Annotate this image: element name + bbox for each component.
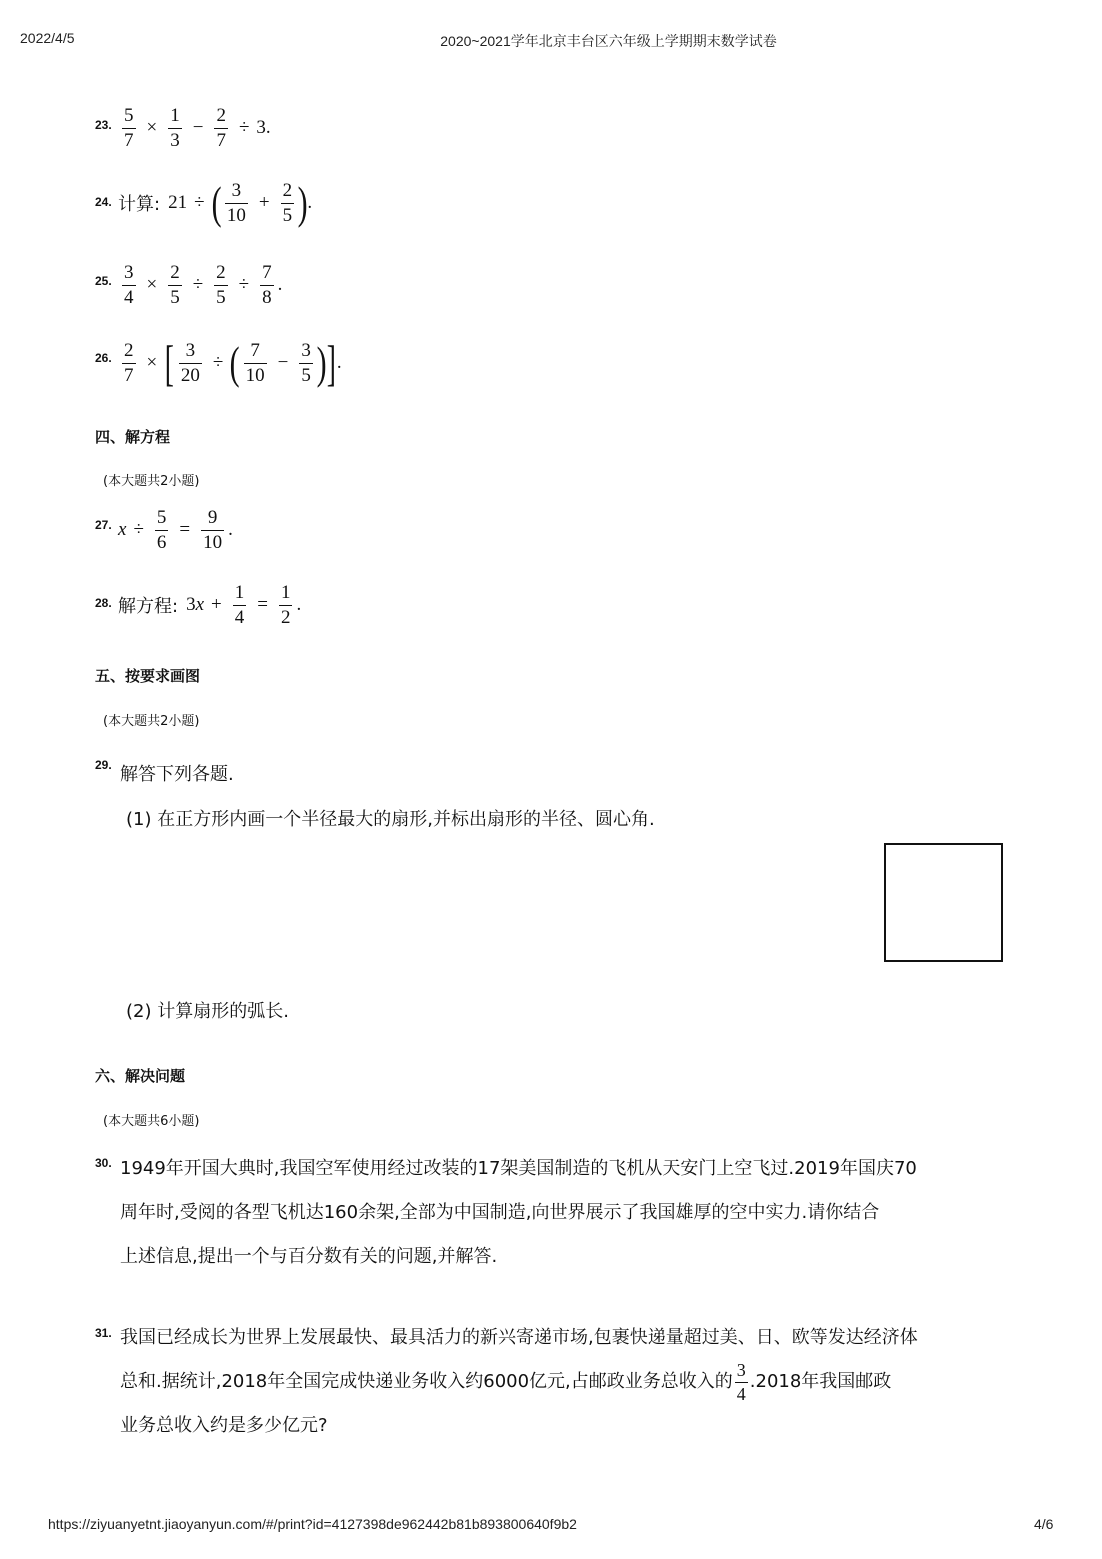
numerator: 3 xyxy=(185,339,196,361)
section-note-4: (本大题共2小题) xyxy=(103,474,200,489)
denominator: 20 xyxy=(180,364,200,386)
denominator: 10 xyxy=(226,204,246,226)
plus-sign: + xyxy=(258,192,270,213)
fraction xyxy=(225,181,248,226)
denominator: 2 xyxy=(280,606,291,628)
plus-sign: + xyxy=(211,594,222,616)
text-segment: .2018年我国邮政 xyxy=(749,1371,892,1392)
drawing-square xyxy=(884,843,1003,962)
text-line: 周年时,受阅的各型飞机达160余架,全部为中国制造,向世界展示了我国雄厚的空中实力.请你结合 xyxy=(120,1202,880,1223)
print-date: 2022/4/5 xyxy=(20,30,75,46)
question-30-text xyxy=(120,1147,1020,1279)
question-number-28: 28. xyxy=(95,596,112,610)
question-27-expression xyxy=(118,508,233,553)
right-parenthesis: ) xyxy=(297,177,308,228)
section-note-6: (本大题共6小题) xyxy=(103,1114,200,1129)
numerator: 7 xyxy=(250,339,260,361)
document-title: 2020~2021学年北京丰台区六年级上学期期末数学试卷 xyxy=(440,33,777,49)
numerator: 2 xyxy=(216,105,226,126)
denominator: 5 xyxy=(282,204,293,226)
period: . xyxy=(228,519,233,541)
numerator: 3 xyxy=(124,262,134,283)
question-31-text xyxy=(120,1316,1020,1448)
period: . xyxy=(336,352,342,373)
fraction xyxy=(179,341,202,386)
question-prefix: 解方程: xyxy=(118,596,179,618)
denominator: 5 xyxy=(170,286,180,308)
minus-sign: − xyxy=(192,117,204,139)
question-number-25: 25. xyxy=(95,274,112,288)
fraction xyxy=(214,263,228,308)
fraction xyxy=(201,508,224,553)
denominator: 4 xyxy=(234,606,245,628)
left-parenthesis: ( xyxy=(229,337,240,388)
period: . xyxy=(307,192,313,213)
fraction xyxy=(122,341,136,386)
numerator: 1 xyxy=(280,582,291,603)
left-parenthesis: ( xyxy=(211,177,222,228)
numerator: 2 xyxy=(170,262,180,283)
denominator: 7 xyxy=(124,364,134,386)
denominator: 4 xyxy=(124,286,134,308)
left-bracket: [ xyxy=(164,335,175,391)
numerator: 9 xyxy=(207,507,218,528)
fraction xyxy=(214,106,228,151)
denominator: 5 xyxy=(216,286,226,308)
variable: x xyxy=(195,594,205,616)
section-title-5: 五、按要求画图 xyxy=(95,667,201,685)
expression-tail: 3. xyxy=(256,117,271,139)
question-number-24: 24. xyxy=(95,195,112,209)
times-sign: × xyxy=(146,352,158,373)
text-segment: 总和.据统计,2018年全国完成快递业务收入约6000亿元,占邮政业务总收入的 xyxy=(120,1371,733,1392)
section-note-5: (本大题共2小题) xyxy=(103,714,200,729)
divide-sign: ÷ xyxy=(212,352,224,373)
question-number-31: 31. xyxy=(95,1326,112,1340)
dividend: 21 xyxy=(168,192,188,213)
numerator: 3 xyxy=(736,1359,746,1380)
denominator: 10 xyxy=(203,531,223,553)
denominator: 6 xyxy=(156,531,167,553)
divide-sign: ÷ xyxy=(238,274,250,296)
numerator: 3 xyxy=(231,179,242,201)
denominator: 4 xyxy=(736,1383,746,1404)
fraction xyxy=(279,583,293,628)
text-line: 我国已经成长为世界上发展最快、最具活力的新兴寄递市场,包裹快递量超过美、日、欧等发达经济体 xyxy=(120,1327,918,1348)
denominator: 10 xyxy=(245,364,265,386)
fraction xyxy=(244,341,267,386)
equals-sign: = xyxy=(179,519,191,541)
question-25-expression xyxy=(118,263,282,308)
numerator: 2 xyxy=(282,179,293,201)
question-26-expression xyxy=(118,335,342,391)
question-number-23: 23. xyxy=(95,118,112,132)
section-title-4: 四、解方程 xyxy=(95,428,171,446)
denominator: 5 xyxy=(301,364,311,386)
text-line: 上述信息,提出一个与百分数有关的问题,并解答. xyxy=(120,1246,498,1267)
numerator: 1 xyxy=(234,582,245,603)
divide-sign: ÷ xyxy=(133,519,144,541)
denominator: 7 xyxy=(216,129,226,151)
question-29-part-2: (2) 计算扇形的弧长. xyxy=(126,1001,289,1022)
period: . xyxy=(296,594,302,616)
page-number: 4/6 xyxy=(1034,1516,1054,1532)
minus-sign: − xyxy=(277,352,289,373)
divide-sign: ÷ xyxy=(194,192,205,213)
period: . xyxy=(277,274,283,296)
times-sign: × xyxy=(146,274,158,296)
denominator: 8 xyxy=(262,286,272,308)
question-23-expression xyxy=(118,106,271,151)
divide-sign: ÷ xyxy=(192,274,204,296)
fraction xyxy=(122,106,136,151)
numerator: 5 xyxy=(156,507,167,528)
footer-url: https://ziyuanyetnt.jiaoyanyun.com/#/print?id=4127398de962442b81b893800640f9b2 xyxy=(48,1516,577,1532)
fraction xyxy=(735,1361,748,1404)
denominator: 3 xyxy=(170,129,180,151)
question-29-part-1: (1) 在正方形内画一个半径最大的扇形,并标出扇形的半径、圆心角. xyxy=(126,809,655,830)
text-line: 1949年开国大典时,我国空军使用经过改装的17架美国制造的飞机从天安门上空飞过.2019年国庆70 xyxy=(120,1158,917,1179)
numerator: 2 xyxy=(216,262,226,283)
right-parenthesis: ) xyxy=(316,337,327,388)
fraction xyxy=(168,106,182,151)
denominator: 7 xyxy=(124,129,134,151)
times-sign: × xyxy=(146,117,158,139)
section-title-6: 六、解决问题 xyxy=(95,1067,186,1085)
fraction xyxy=(260,263,274,308)
question-prefix: 计算: xyxy=(118,194,161,215)
coefficient: 3 xyxy=(186,594,196,616)
question-24-expression xyxy=(118,177,313,228)
text-line xyxy=(120,1360,1020,1404)
variable: x xyxy=(118,519,127,541)
question-number-27: 27. xyxy=(95,518,112,532)
fraction xyxy=(233,583,247,628)
text-line: 业务总收入约是多少亿元? xyxy=(120,1415,328,1436)
question-number-26: 26. xyxy=(95,351,112,365)
fraction xyxy=(281,181,295,226)
question-number-29: 29. xyxy=(95,758,112,772)
question-28-expression xyxy=(118,583,301,628)
numerator: 1 xyxy=(170,105,180,126)
fraction xyxy=(122,263,136,308)
numerator: 5 xyxy=(124,105,134,126)
divide-sign: ÷ xyxy=(238,117,250,139)
question-29-text: 解答下列各题. xyxy=(120,764,234,785)
right-bracket: ] xyxy=(326,335,337,391)
fraction xyxy=(155,508,169,553)
numerator: 7 xyxy=(262,262,272,283)
fraction xyxy=(168,263,182,308)
fraction xyxy=(299,341,313,386)
numerator: 2 xyxy=(124,339,134,361)
equals-sign: = xyxy=(257,594,268,616)
question-number-30: 30. xyxy=(95,1156,112,1170)
numerator: 3 xyxy=(301,339,311,361)
